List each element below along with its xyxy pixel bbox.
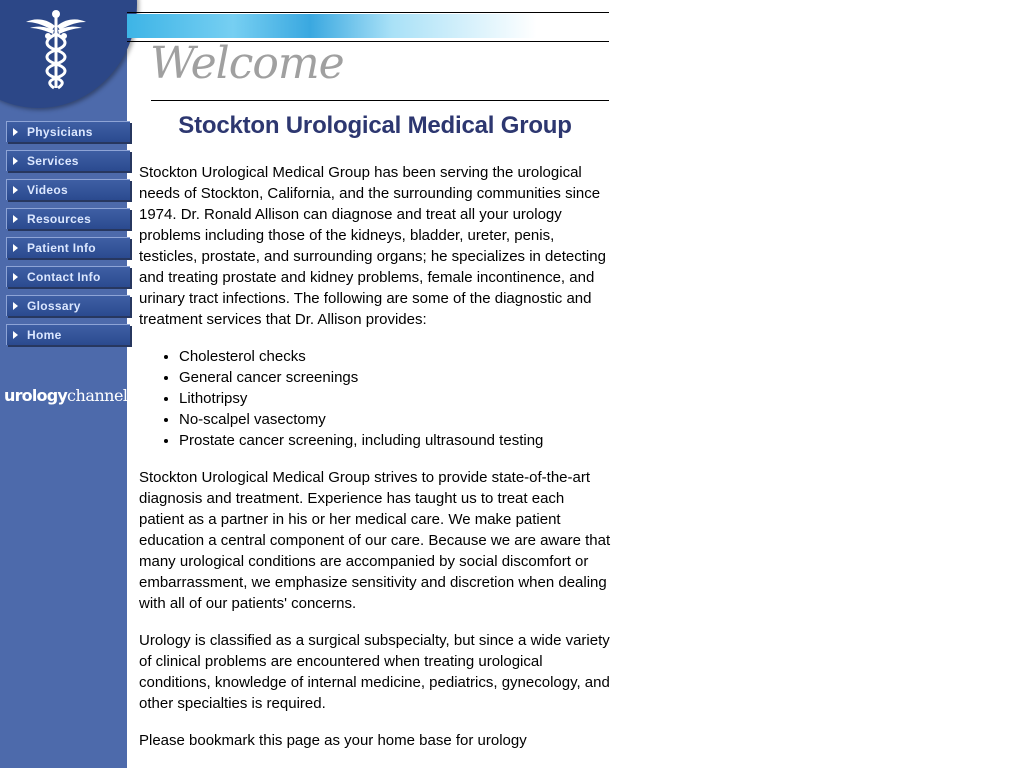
header-top-rule (127, 12, 609, 13)
list-item: • No-scalpel vasectomy (179, 409, 611, 430)
nav-item-resources[interactable] (6, 208, 130, 229)
list-item: • Lithotripsy (179, 388, 611, 409)
arrow-right-icon (13, 244, 18, 252)
nav-item-glossary[interactable] (6, 295, 130, 316)
header-banner (127, 14, 609, 38)
nav-item-label: Home (27, 328, 62, 342)
bookmark-paragraph: Please bookmark this page as your home base for urology (139, 732, 527, 749)
nav-item-label: Physicians (27, 125, 93, 139)
list-item: • General cancer screenings (179, 367, 611, 388)
caduceus-icon[interactable] (24, 6, 88, 90)
nav-item-label: Videos (27, 183, 68, 197)
arrow-right-icon (13, 331, 18, 339)
arrow-right-icon (13, 128, 18, 136)
nav-item-patient-info[interactable] (6, 237, 130, 258)
intro-paragraph: Stockton Urological Medical Group has been serving the urological needs of Stockton, California, and the surrounding communities since 1974. Dr. Ronald Allison can diagnose and treat all your urology problems including those of the kidneys, bladder, ureter, penis, testicles, prostate, and surrounding organs; he specializes in detecting and treating prostate and kidney problems, female incontinence, and urinary tract infections. The following are some of the diagnostic and treatment services that Dr. Allison provides: (139, 164, 606, 328)
nav-item-contact-info[interactable] (6, 266, 130, 287)
arrow-right-icon (13, 273, 18, 281)
list-item: • Prostate cancer screening, including ultrasound testing (179, 430, 611, 451)
care-paragraph: Stockton Urological Medical Group strives to provide state-of-the-art diagnosis and treatment. Experience has taught us to treat each patient as a partner in his or her medical care. We make patient education a central component of our care. Because we are aware that many urological conditions are accompanied by social discomfort or embarrassment, we emphasize sensitivity and discretion when dealing with all of our patients' concerns. (139, 469, 611, 612)
nav-item-label: Contact Info (27, 270, 101, 284)
welcome-divider (151, 100, 609, 101)
list-item: • Cholesterol checks (179, 346, 611, 367)
arrow-right-icon (13, 157, 18, 165)
nav-item-services[interactable] (6, 150, 130, 171)
brand-part-1: urology (4, 386, 68, 405)
brand-part-2: channel (67, 386, 128, 405)
nav-item-physicians[interactable] (6, 121, 130, 142)
nav-item-home[interactable] (6, 324, 130, 345)
nav-item-label: Services (27, 154, 79, 168)
main-content (139, 110, 611, 751)
nav-item-label: Resources (27, 212, 92, 226)
specialty-paragraph: Urology is classified as a surgical subspecialty, but since a wide variety of clinical problems are encountered when treating urological conditions, knowledge of internal medicine, pediatrics, gynecology, and other specialties is required. (139, 632, 610, 712)
sidebar (0, 0, 127, 768)
arrow-right-icon (13, 215, 18, 223)
nav-item-label: Patient Info (27, 241, 96, 255)
arrow-right-icon (13, 302, 18, 310)
services-list (139, 346, 611, 451)
urologychannel-logo[interactable] (4, 386, 128, 406)
welcome-heading: Welcome (150, 38, 344, 89)
nav-item-label: Glossary (27, 299, 81, 313)
arrow-right-icon (13, 186, 18, 194)
nav-menu (6, 121, 130, 353)
nav-item-videos[interactable] (6, 179, 130, 200)
page-title: Stockton Urological Medical Group (178, 112, 572, 139)
